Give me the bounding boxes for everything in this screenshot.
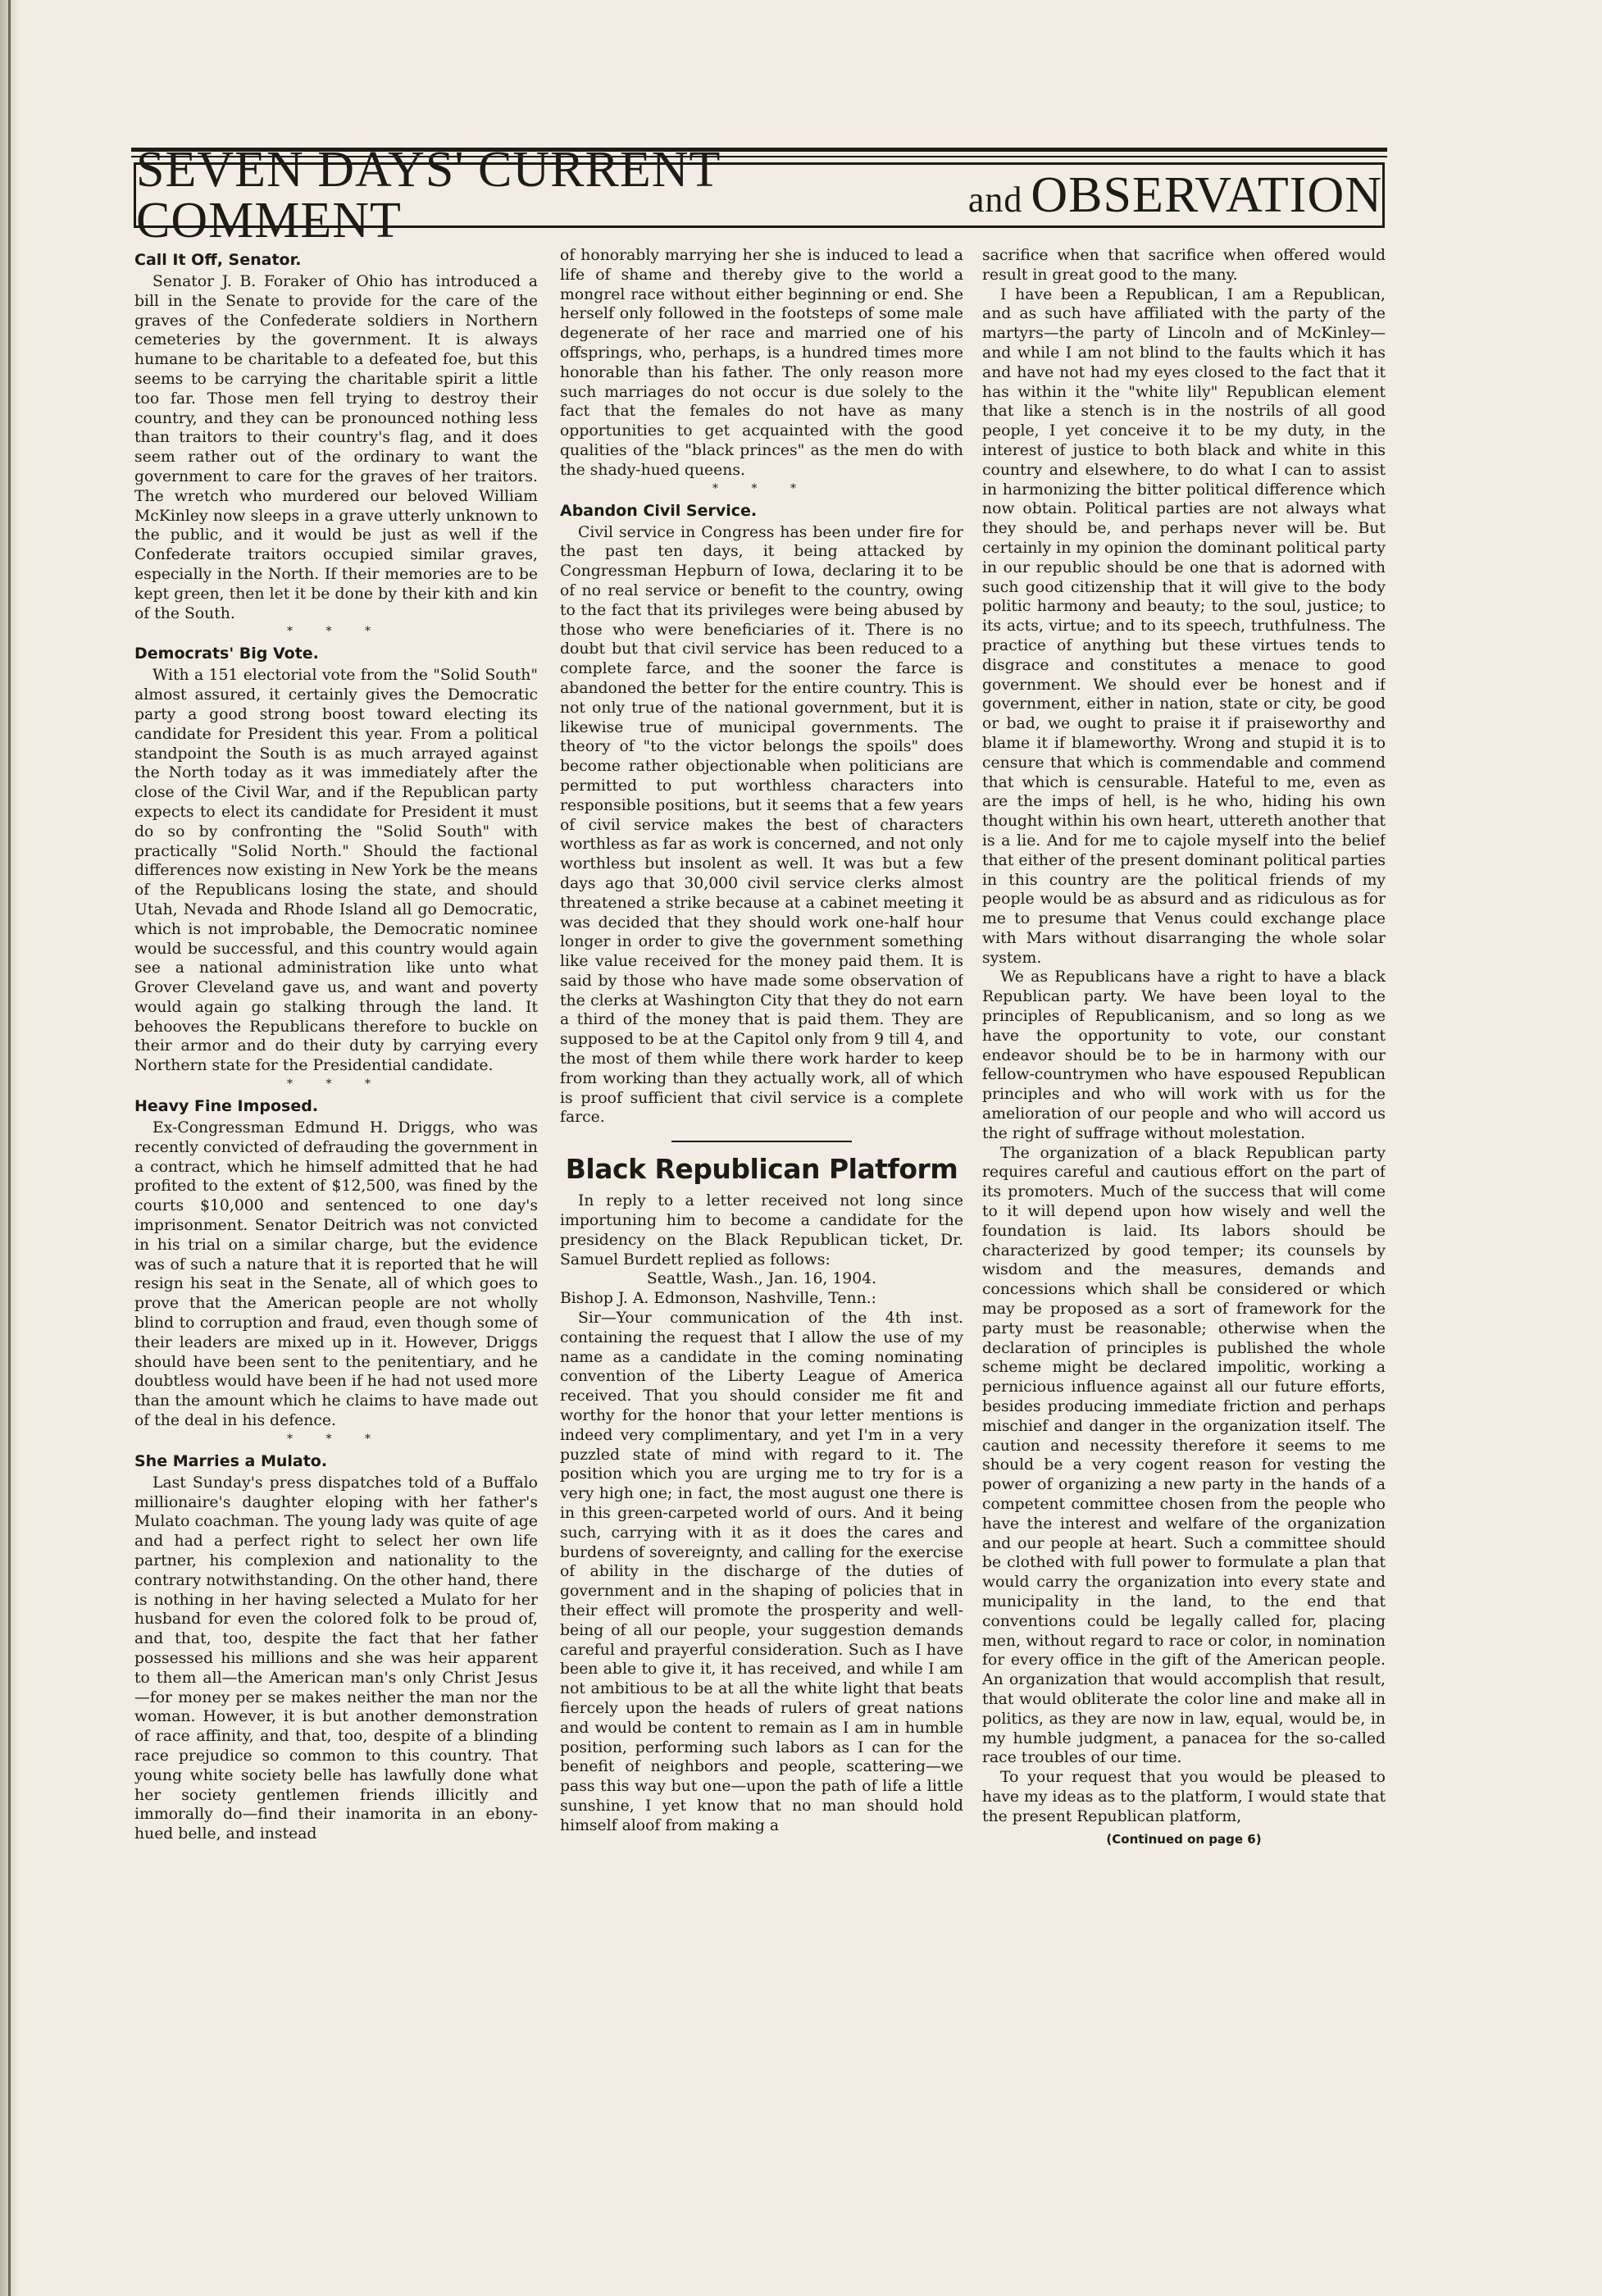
column-2 bbox=[560, 246, 963, 2116]
masthead-title-and: and bbox=[967, 180, 1023, 220]
section-stars: * * * bbox=[287, 1432, 385, 1446]
article-paragraph: Last Sunday's press dispatches told of a Buffalo millionaire's daughter eloping with her father's Mulato coachman. The young lady was quite of age and had a perfect right to select her own life partner, his complexion and nationality to the contrary notwithstanding. On the other hand, there is nothing in her having selected a Mulato for her husband for even the colored folk to be proud of, and that, too, despite the fact that her father possessed his millions and she was heir apparent to them all—the American man's only Christ Jesus—for money per se makes neither the man nor the woman. However, it is but another demonstration of race affinity, and that, too, despite of a blinding race prejudice so common to this country. That young white society belle has lawfully done what her society gentlemen friends illicitly and immorally do—find their inamorita in an ebony-hued belle, and instead bbox=[134, 1474, 538, 1843]
article-paragraph: With a 151 electorial vote from the "Solid South" almost assured, it certainly gives the Democratic party a good strong boost toward electing its candidate for President this year. From a political standpoint the South is as much arrayed against the North today as it was immediately after the close of the Civil War, and if the Republican party expects to elect its candidate for President it must do so by confronting the "Solid South" with practically "Solid North." Should the factional differences now existing in New York be the means of the Republicans losing the state, and should Utah, Nevada and Rhode Island all go Democratic, which is not improbable, the Democratic nominee would be successful, and this country would again see a national administration like unto what Grover Cleveland gave us, and want and poverty would again go stalking through the land. It behooves the Republicans therefore to buckle on their armor and do their duty by carrying every Northern state for the Presidential candidate. bbox=[134, 667, 538, 1075]
masthead-title-left: SEVEN DAYS' CURRENT COMMENT bbox=[136, 142, 721, 248]
article-paragraph: Senator J. B. Foraker of Ohio has introduced a bill in the Senate to provide for the care of the graves of the Confederate soldiers in Northern cemeteries by the government. It is always humane to be charitable to a defeated foe, but this seems to be carrying the charitable spirit a little too far. Those men fell trying to destroy their country, and they can be pronounced nothing less than traitors to their country's flag, and it does seem rather out of the ordinary to want the government to care for the graves of her traitors. The wretch who murdered our beloved William McKinley now sleeps in a grave utterly unknown to the public, and it would be just as well if the Confederate traitors occupied similar graves, especially in the North. If their memories are to be kept green, then let it be done by their kith and kin of the South. bbox=[134, 273, 538, 622]
masthead bbox=[134, 142, 1385, 248]
article-heading: Heavy Fine Imposed. bbox=[134, 1097, 319, 1116]
letter-paragraph-continued: sacrifice when that sacrifice when offered would result in great good to the many. bbox=[982, 247, 1386, 284]
section-stars: * * * bbox=[287, 625, 385, 639]
letter-paragraph: We as Republicans have a right to have a black Republican party. We have been loyal to the principles of Republicanism, and so long as we have the opportunity to vote, our constant endeavor should be to be in harmony with our fellow-countrymen who have espoused Republican principles and who will work with us for the amelioration of our people and who will accord us the right of suffrage without molestation. bbox=[982, 968, 1386, 1142]
article-paragraph: Civil service in Congress has been under fire for the past ten days, it being attacked by Congressman Hepburn of Iowa, declaring it to be of no real service or benefit to the country, owing to the fact that its privileges were being abused by those who were beneficiaries of it. There is no doubt but that civil service has been reduced to a complete farce, and the sooner the farce is abandoned the better for the entire country. This is not only true of the national government, but it is likewise true of municipal governments. The theory of "to the victor belongs the spoils" does become rather objectionable when politicians are permitted to put worthless characters into responsible positions, but it seems that a few years of civil service makes the best of characters worthless as far as work is concerned, and not only worthless but insolent as well. It was but a few days ago that 30,000 civil service clerks almost threatened a strike because at a cabinet meeting it was decided that they should work one-half hour longer in order to give the government something like value received for the money paid them. It is said by those who have made some observation of the clerks at Washington City that they do not earn a third of the money that is paid them. They are supposed to be at the Capitol only from 9 till 4, and the most of them while there work harder to keep from working than they actually work, all of which is proof sufficient that civil service is a complete farce. bbox=[560, 523, 963, 1127]
article-heading: Democrats' Big Vote. bbox=[134, 645, 319, 663]
section-stars: * * * bbox=[287, 1077, 385, 1091]
continued-notice: (Continued on page 6) bbox=[1106, 1831, 1262, 1847]
section-stars: * * * bbox=[712, 481, 811, 495]
letter-paragraph: Sir—Your communication of the 4th inst. containing the request that I allow the use of my name as a candidate in the coming nominating convention of the Liberty League of America received. That you should consider me fit and worthy for the honor that your letter mentions is indeed very complimentary, and yet I'm in a very puzzled state of mind with regard to it. The position which you are urging me to try for is a very high one; in fact, the most august one there is in this green-carpeted world of ours. And it being such, carrying with it as it does the cares and burdens of sovereignty, and calling for the exercise of ability in the discharge of the duties of government and in the shaping of policies that in their effect will promote the prosperity and well-being of all our people, your suggestion demands careful and prayerful consideration. Such as I have been able to give it, it has received, and while I am not ambitious to be at all the white light that beats fiercely upon the heads of rulers of great nations and would be content to remain as I am in humble position, performing such labors as I can for the benefit of neighbors and people, scattering—we pass this way but one—upon the path of life a little sunshine, I yet know that no man should hold himself aloof from making a bbox=[560, 1310, 963, 1834]
article-paragraph-continued: of honorably marrying her she is induced to lead a life of shame and thereby give to the world a mongrel race without either beginning or end. She herself only followed in the footsteps of some male degenerate of her race and married one of his offsprings, who, perhaps, is a hundred times more honorable than his father. The only reason more such marriages do not occur is due solely to the fact that the females do not have as many opportunities to get acquainted with the good qualities of the "black princes" as the men do with the shady-hued queens. bbox=[560, 247, 963, 479]
section-separator bbox=[671, 1141, 852, 1142]
letter-dateline: Seattle, Wash., Jan. 16, 1904. bbox=[646, 1270, 877, 1288]
article-heading: Call It Off, Senator. bbox=[134, 251, 302, 269]
letter-address: Bishop J. A. Edmonson, Nashville, Tenn.: bbox=[560, 1290, 877, 1308]
column-3 bbox=[982, 246, 1386, 2116]
letter-paragraph: The organization of a black Republican party requires careful and cautious effort on the part of its promoters. Much of the success that will come to it will depend upon how wisely and well the foundation is laid. Its labors should be characterized by good temper; its counsels by wisdom and the measures, demands and concessions which shall be considered or which may be proposed as a sort of framework for the party must be reasonable; otherwise when the declaration of principles is published the whole scheme might be declared impolitic, working a pernicious influence against all our future efforts, besides producing immediate friction and perhaps mischief and danger in the organization itself. The caution and necessity therefore it seems to me should be a very cogent reason for vesting the power of organizing a new party in the hands of a competent committee chosen from the people who have the interest and welfare of the organization and our people at heart. Such a committee should be clothed with full power to formulate a plan that would carry the organization into every state and municipality in the land, to the end that conventions could be legally called for, placing men, without regard to race or color, in nomination for every office in the gift of the American people. An organization that would accomplish that result, that would obliterate the color line and make all in politics, as they are now in law, equal, would be, in my humble judgment, a panacea for the so-called race troubles of our time. bbox=[982, 1144, 1386, 1767]
article-paragraph: In reply to a letter received not long since importuning him to become a candidate for the presidency on the Black Republican ticket, Dr. Samuel Burdett replied as follows: bbox=[560, 1192, 963, 1269]
platform-heading: Black Republican Platform bbox=[565, 1153, 958, 1186]
article-paragraph: Ex-Congressman Edmund H. Driggs, who was recently convicted of defrauding the government in a contract, which he himself admitted that he had profited to the extent of $12,500, was fined by the courts $10,000 and sentenced to one day's imprisonment. Senator Deitrich was not convicted in his trial on a similar charge, but the evidence was of such a nature that it is reported that he will resign his seat in the Senate, all of which goes to prove that the American people are not wholly blind to corruption and fraud, even though some of their leaders are mixed up in it. However, Driggs should have been sent to the penitentiary, and he doubtless would have been if he had not used more than the amount which he claims to have made out of the deal in his defence. bbox=[134, 1119, 538, 1430]
letter-paragraph: I have been a Republican, I am a Republican, and as such have affiliated with the party of the martyrs—the party of Lincoln and of McKinley—and while I am not blind to the faults which it has and have not had my eyes closed to the fact that it has within it the "white lily" Republican element that like a stench is in the nostrils of all good people, I yet conceive it to be my duty, in the interest of justice to both black and white in this country and elsewhere, to do what I can to assist in harmonizing the bitter political difference which now obtain. Political parties are not always what they should be, and perhaps never will be. But certainly in my opinion the dominant political party in our republic should be one that is adorned with such good citizenship that it will give to the body politic harmony and beauty; to the soul, justice; to its acts, virtue; and to its speech, truthfulness. The practice of anything but these virtues tends to disgrace and constitutes a menace to good government. We should ever be honest and if government, either in nation, state or city, be good or bad, we ought to praise it if praiseworthy and blame it if blameworthy. Wrong and stupid it is to censure that which is commendable and commend that which is censurable. Hateful to me, even as are the imps of hell, is he who, hiding his own thought within his own heart, uttereth another that is a lie. And for me to cajole myself into the belief that either of the present dominant political parties in this country are the political friends of my people would be as absurd and as ridiculous as for me to presume that Venus could exchange place with Mars without disarranging the whole solar system. bbox=[982, 285, 1386, 967]
letter-paragraph: To your request that you would be pleased to have my ideas as to the platform, I would state that the present Republican platform, bbox=[982, 1769, 1386, 1825]
page-edge-line bbox=[8, 0, 11, 2296]
column-1 bbox=[134, 246, 538, 2116]
masthead-title-right: OBSERVATION bbox=[1031, 167, 1382, 223]
article-heading: She Marries a Mulato. bbox=[134, 1451, 328, 1470]
article-heading: Abandon Civil Service. bbox=[560, 501, 758, 520]
